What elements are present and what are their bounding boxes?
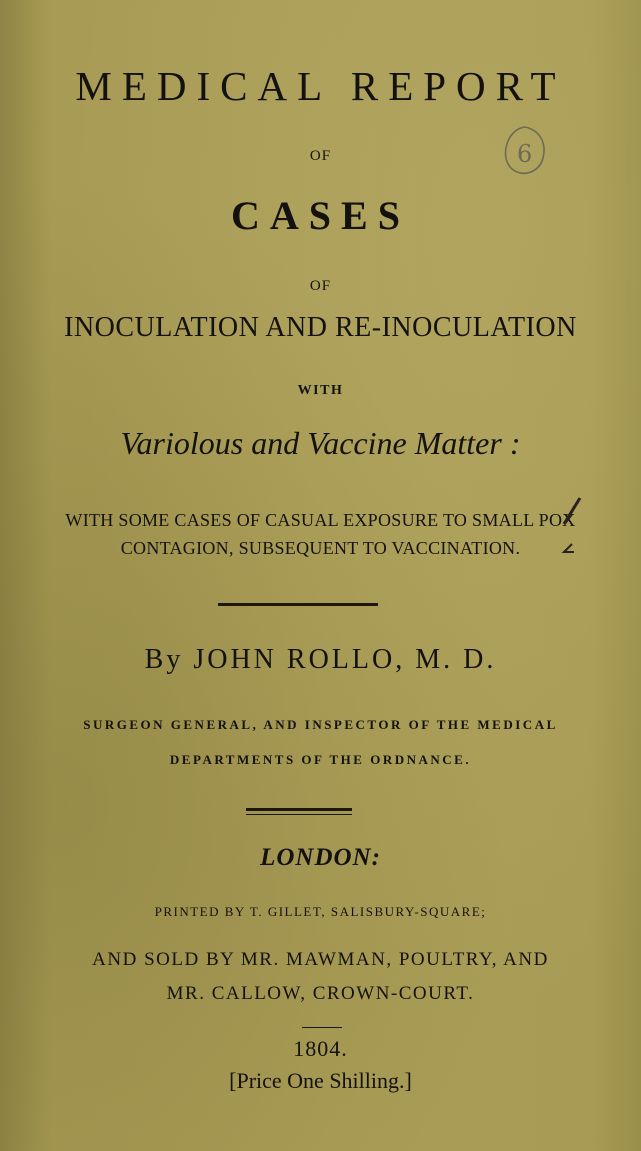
imprint-city: LONDON: — [260, 844, 381, 871]
title-cases: CASES — [231, 193, 410, 238]
imprint-printer: PRINTED BY T. GILLET, SALISBURY-SQUARE; — [154, 904, 487, 919]
imprint-sold-line-2: MR. CALLOW, CROWN-COURT. — [166, 983, 475, 1004]
subtitle-line-1: WITH SOME CASES OF CASUAL EXPOSURE TO SMALL POX — [65, 510, 576, 530]
imprint-price: [Price One Shilling.] — [229, 1068, 412, 1093]
short-rule — [302, 1027, 342, 1028]
title-subject: INOCULATION AND RE-INOCULATION — [64, 312, 577, 343]
divider-rule — [218, 603, 378, 606]
author-name: By JOHN ROLLO, M. D. — [144, 644, 497, 675]
imprint-year: 1804. — [293, 1036, 348, 1061]
title-with: WITH — [297, 383, 344, 398]
author-role-line-1: SURGEON GENERAL, AND INSPECTOR OF THE MEDICAL — [83, 717, 558, 732]
handwritten-number-text: 6 — [517, 140, 533, 168]
title-of-1: OF — [309, 148, 332, 164]
title-matter: Variolous and Vaccine Matter : — [120, 425, 521, 461]
title-of-2: OF — [309, 278, 332, 294]
double-rule-top — [246, 808, 352, 811]
title-medical-report: MEDICAL REPORT — [75, 63, 566, 109]
double-rule-bottom — [246, 814, 352, 815]
author-role-line-2: DEPARTMENTS OF THE ORDNANCE. — [169, 752, 472, 767]
subtitle-line-2: CONTAGION, SUBSEQUENT TO VACCINATION. — [120, 538, 521, 558]
imprint-sold-line-1: AND SOLD BY MR. MAWMAN, POULTRY, AND — [92, 949, 549, 970]
